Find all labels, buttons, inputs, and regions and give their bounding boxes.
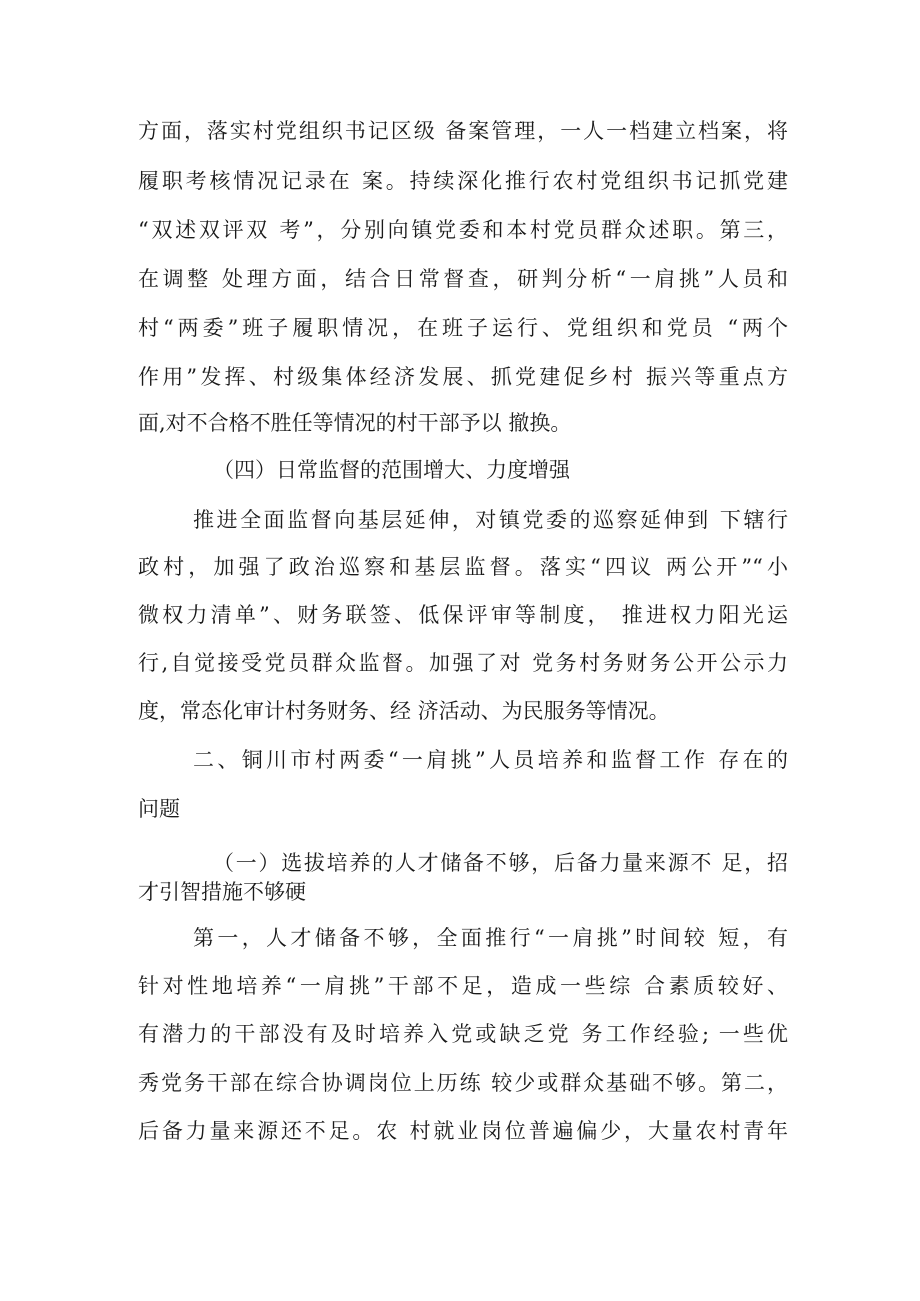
text-line-12: 行,自觉接受党员群众监督。加强了对 党务村务财务公开公示力	[138, 651, 788, 675]
text-line-1: 方面，落实村党组织书记区级 备案管理，一人一档建立档案，将	[138, 119, 788, 143]
text-line-6: 作用”发挥、村级集体经济发展、抓党建促乡村 振兴等重点方	[138, 365, 788, 389]
section-heading-2: 二、铜川市村两委“一肩挑”人员培养和监督工作 存在的	[193, 748, 788, 772]
text-line-7: 面,对不合格不胜任等情况的村干部予以 撤换。	[138, 411, 572, 435]
text-line-4: 在调整 处理方面，结合日常督查，研判分析“一肩挑”人员和	[138, 267, 788, 291]
text-line-9: 推进全面监督向基层延伸，对镇党委的巡察延伸到 下辖行	[193, 508, 788, 532]
text-line-22: 后备力量来源还不足。农 村就业岗位普遍偏少，大量农村青年	[138, 1119, 788, 1143]
text-line-2: 履职考核情况记录在 案。持续深化推行农村党组织书记抓党建	[138, 169, 788, 193]
text-line-3: “双述双评双 考”，分别向镇党委和本村党员群众述职。第三，	[138, 218, 788, 242]
text-line-13: 度，常态化审计村务财务、经 济活动、为民服务等情况。	[138, 699, 670, 723]
text-line-19: 针对性地培养“一肩挑”干部不足，造成一些综 合素质较好、	[138, 974, 788, 998]
text-line-10: 政村，加强了政治巡察和基层监督。落实“四议 两公开”“小	[138, 555, 788, 579]
text-line-20: 有潜力的干部没有及时培养入党或缺乏党 务工作经验; 一些优	[138, 1022, 788, 1046]
subsection-heading-1: （一）选拔培养的人才储备不够，后备力量来源不 足，招	[213, 851, 788, 875]
text-line-11: 微权力清单”、财务联签、低保评审等制度， 推进权力阳光运	[138, 603, 788, 627]
section-heading-4: （四）日常监督的范围增大、力度增强	[213, 458, 570, 482]
text-line-21: 秀党务干部在综合协调岗位上历练 较少或群众基础不够。第二，	[138, 1071, 788, 1095]
subsection-heading-1-cont: 才引智措施不够硬	[138, 880, 306, 904]
section-heading-2-cont: 问题	[138, 797, 180, 821]
text-line-18: 第一，人才储备不够，全面推行“一肩挑”时间较 短，有	[193, 926, 788, 950]
text-line-5: 村“两委”班子履职情况，在班子运行、党组织和党员 “两个	[138, 316, 788, 340]
